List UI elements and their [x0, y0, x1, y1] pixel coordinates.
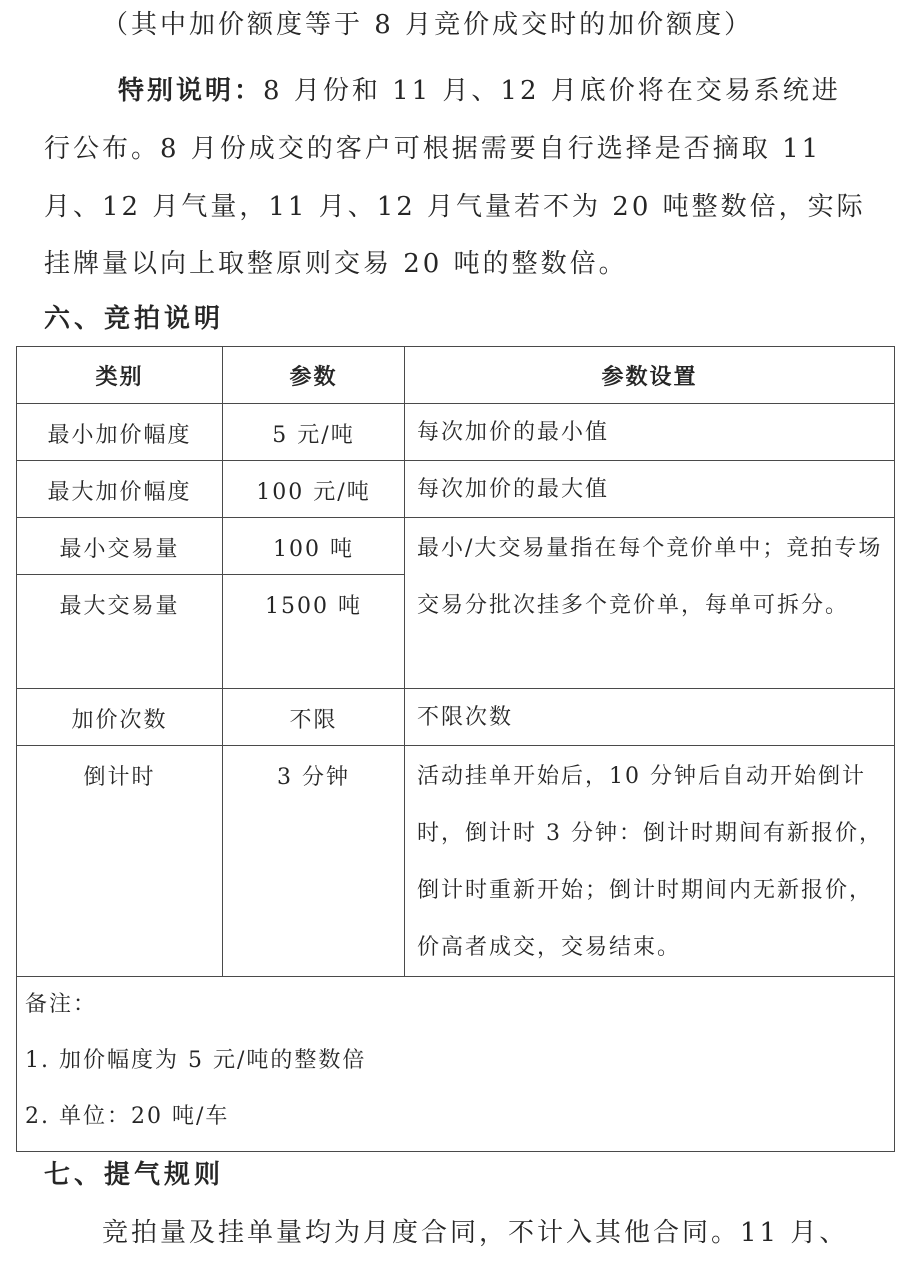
- cell-category: 加价次数: [17, 689, 223, 746]
- notes-label: 备注：: [25, 992, 98, 1017]
- cell-category: 最大交易量: [17, 575, 223, 689]
- special-note-label: 特别说明：: [118, 76, 264, 106]
- setting-text: 每次加价的最小值: [417, 420, 610, 445]
- setting-text: 不限次数: [417, 705, 514, 730]
- cell-param: 100 吨: [223, 518, 405, 575]
- note-item: 1. 加价幅度为 5 元/吨的整数倍: [25, 1048, 367, 1073]
- cell-category: 倒计时: [17, 746, 223, 977]
- cell-category: 最大加价幅度: [17, 461, 223, 518]
- table-header-row: [17, 347, 895, 404]
- header-category: 类别: [17, 347, 223, 404]
- special-note-line-1: [118, 74, 841, 108]
- cell-setting: [405, 461, 895, 518]
- special-note-text: 8 月份和 11 月、12 月底价将在交易系统进: [263, 76, 841, 106]
- cell-setting: [405, 689, 895, 746]
- paren-note: （其中加价额度等于 8 月竞价成交时的加价额度）: [102, 10, 754, 40]
- cell-param: 3 分钟: [223, 746, 405, 977]
- setting-text: 活动挂单开始后，10 分钟后自动开始倒计时，倒计时 3 分钟：倒计时期间有新报价，倒计时重新开始；倒计时期间内无新报价，价高者成交，交易结束。: [417, 764, 883, 960]
- header-param: 参数: [223, 347, 405, 404]
- special-note-line-2: 行公布。8 月份成交的客户可根据需要自行选择是否摘取 11: [44, 134, 822, 164]
- section-6-heading: 六、竞拍说明: [44, 304, 225, 334]
- setting-text: 最小/大交易量指在每个竞价单中；竞拍专场交易分批次挂多个竞价单，每单可拆分。: [417, 536, 883, 618]
- section-7-first-line: 竞拍量及挂单量均为月度合同，不计入其他合同。11 月、: [102, 1218, 849, 1248]
- table-row: [17, 518, 895, 575]
- table-row: [17, 404, 895, 461]
- header-setting: 参数设置: [405, 347, 895, 404]
- cell-param: 不限: [223, 689, 405, 746]
- cell-category: 最小交易量: [17, 518, 223, 575]
- cell-param: 100 元/吨: [223, 461, 405, 518]
- cell-param: 1500 吨: [223, 575, 405, 689]
- note-item: 2. 单位：20 吨/车: [25, 1104, 230, 1129]
- table-row: [17, 689, 895, 746]
- bidding-params-table: [16, 346, 895, 1152]
- section-7-heading: 七、提气规则: [44, 1160, 225, 1190]
- special-note-line-4: 挂牌量以向上取整原则交易 20 吨的整数倍。: [44, 249, 628, 279]
- cell-setting-merged: [405, 518, 895, 689]
- table-row: [17, 746, 895, 977]
- setting-text: 每次加价的最大值: [417, 477, 610, 502]
- notes-row: [17, 977, 895, 1152]
- cell-setting: [405, 404, 895, 461]
- special-note-line-3: 月、12 月气量，11 月、12 月气量若不为 20 吨整数倍，实际: [44, 192, 866, 222]
- cell-category: 最小加价幅度: [17, 404, 223, 461]
- cell-param: 5 元/吨: [223, 404, 405, 461]
- notes-cell: [17, 977, 895, 1152]
- cell-setting: [405, 746, 895, 977]
- table-row: [17, 461, 895, 518]
